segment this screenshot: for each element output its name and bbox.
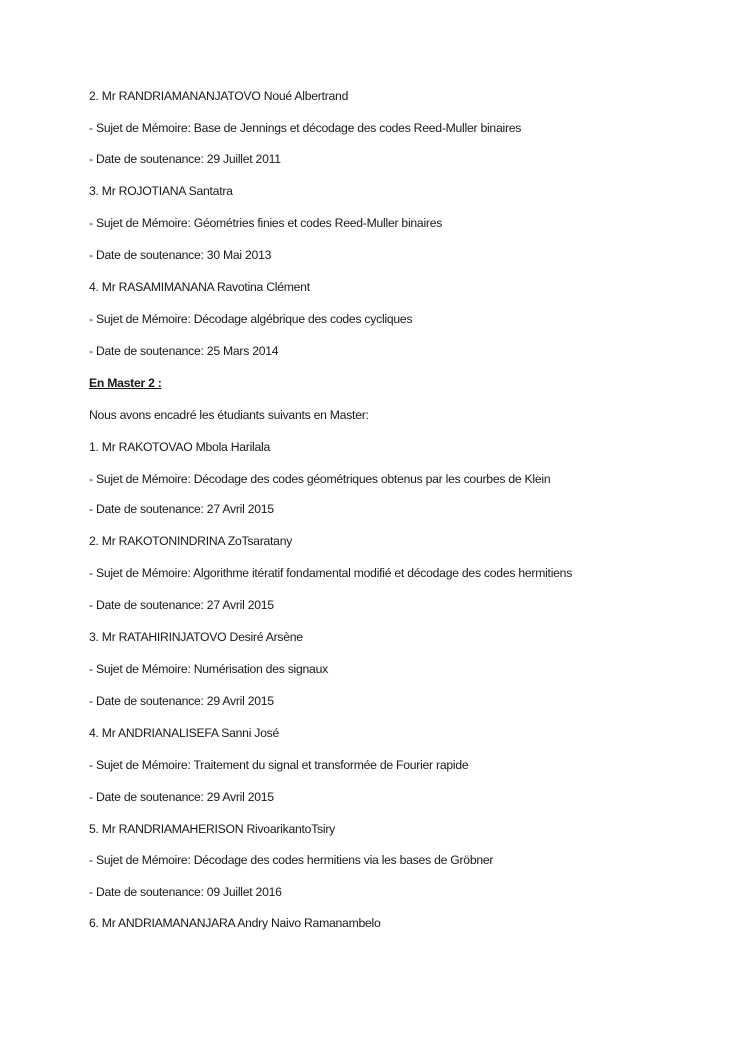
thesis-subject: - Sujet de Mémoire: Base de Jennings et décodage des codes Reed-Muller binaires: [89, 121, 522, 135]
student-name: 1. Mr RAKOTOVAO Mbola Harilala: [89, 440, 271, 454]
student-name: 3. Mr RATAHIRINJATOVO Desiré Arsène: [89, 630, 303, 644]
thesis-subject: - Sujet de Mémoire: Décodage algébrique des codes cycliques: [89, 312, 413, 326]
student-name: 4. Mr ANDRIANALISEFA Sanni José: [89, 726, 280, 740]
section-intro: Nous avons encadré les étudiants suivants en Master:: [89, 408, 369, 422]
defense-date: - Date de soutenance: 25 Mars 2014: [89, 344, 279, 358]
thesis-subject: - Sujet de Mémoire: Géométries finies et codes Reed-Muller binaires: [89, 216, 443, 230]
defense-date: - Date de soutenance: 27 Avril 2015: [89, 598, 274, 612]
defense-date: - Date de soutenance: 09 Juillet 2016: [89, 885, 282, 899]
student-name: 4. Mr RASAMIMANANA Ravotina Clément: [89, 280, 310, 294]
student-name: 2. Mr RANDRIAMANANJATOVO Noué Albertrand: [89, 89, 349, 103]
defense-date: - Date de soutenance: 29 Avril 2015: [89, 790, 274, 804]
thesis-subject: - Sujet de Mémoire: Décodage des codes hermitiens via les bases de Gröbner: [89, 853, 494, 867]
thesis-subject: - Sujet de Mémoire: Traitement du signal et transformée de Fourier rapide: [89, 758, 469, 772]
student-name: 3. Mr ROJOTIANA Santatra: [89, 184, 233, 198]
student-name: 2. Mr RAKOTONINDRINA ZoTsaratany: [89, 534, 293, 548]
student-name: 6. Mr ANDRIAMANANJARA Andry Naivo Ramanambelo: [89, 916, 381, 930]
student-name: 5. Mr RANDRIAMAHERISON RivoarikantoTsiry: [89, 822, 335, 836]
defense-date: - Date de soutenance: 30 Mai 2013: [89, 248, 272, 262]
thesis-subject: - Sujet de Mémoire: Décodage des codes géométriques obtenus par les courbes de Klein: [89, 472, 551, 486]
thesis-subject: - Sujet de Mémoire: Algorithme itératif fondamental modifié et décodage des codes hermitiens: [89, 566, 573, 580]
defense-date: - Date de soutenance: 29 Avril 2015: [89, 694, 274, 708]
thesis-subject: - Sujet de Mémoire: Numérisation des signaux: [89, 662, 328, 676]
section-heading-master2: En Master 2 :: [89, 376, 162, 390]
defense-date: - Date de soutenance: 29 Juillet 2011: [89, 152, 281, 166]
defense-date: - Date de soutenance: 27 Avril 2015: [89, 502, 274, 516]
